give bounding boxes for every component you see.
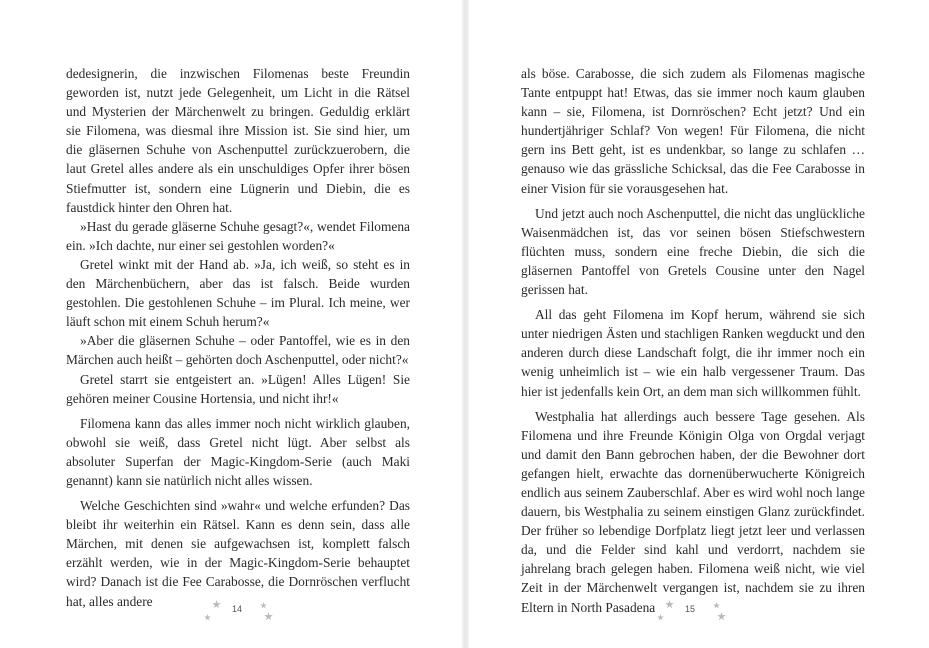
paragraph: Gretel winkt mit der Hand ab. »Ja, ich weiß, so steht es in den Märchenbüchern, aber das ist falsch. Beide wurden gestohlen. Die gestohlenen Schuhe – im Plural. Ich meine, wer läuft schon mit einem Schuh herum?« [66,256,410,330]
right-page-text [521,64,865,617]
book-gutter [462,0,469,648]
paragraph: als böse. Carabosse, die sich zudem als Filomenas magische Tante entpuppt hat! Etwas, das sie immer noch kaum glauben kann – sie, Filomena, ist Dornröschen? Echt jetzt? Und ein hundertjähriger Schlaf? Von wegen! Für Filomena, die nicht gern ins Bett geht, ist es undenkbar, so lange zu schlafen … genauso wie das grässliche Schicksal, das die Fee Carabosse in einer Vision für sie vorausgesehen hat. [521,66,865,196]
left-page [0,0,462,648]
paragraph: All das geht Filomena im Kopf herum, während sie sich unter niedrigen Ästen und stachligen Ranken wegduckt und den anderen durch diese Landschaft folgt, die ihr immer noch ein wenig unheimlich ist – wie ein halb vergessener Traum. Das hier ist jedenfalls kein Ort, an dem man sich willkommen fühlt. [521,307,865,399]
right-page [469,0,929,648]
paragraph: Filomena kann das alles immer noch nicht wirklich glauben, obwohl sie weiß, dass Gretel nicht lügt. Aber selbst als absoluter Superfan der Magic-Kingdom-Serie (auch Maki genannt) kann sie natürlich nicht alles wissen. [66,415,410,488]
page-number: 14 [231,604,242,614]
paragraph: Und jetzt auch noch Aschenputtel, die nicht das unglückliche Waisenmädchen ist, das vor seinen bösen Stiefschwestern flüchten muss, sondern eine freche Diebin, die sich die gläsernen Pantoffel von Gretels Cousine unter den Nagel gerissen hat. [521,205,865,298]
star-icon [204,614,211,621]
paragraph: Gretel starrt sie entgeistert an. »Lügen! Alles Lügen! Sie gehören meiner Cousine Hortensia, und nicht ihr!« [66,371,410,406]
paragraph: Welche Geschichten sind »wahr« und welche erfunden? Das bleibt ihr weiterhin ein Rätsel. Kann es denn sein, dass alle Märchen, mit denen sie aufgewachsen ist, komplett falsch erzählt werden, wie in der Magic-Kingdom-Serie behauptet wird? Danach ist die Fee Carabosse, die Dornröschen verflucht hat, alles andere [66,498,410,609]
paragraph: Westphalia hat allerdings auch bessere Tage gesehen. Als Filomena und ihre Freunde Königin Olga von Orgdal verjagt und damit den Bann gebrochen haben, der die Bewohner dort gefangen hielt, erwachte das dornenüberwucherte Königreich endlich aus seinem Zauberschlaf. Aber es wird wohl noch lange dauern, bis Westphalia zu seinem einstigen Glanz zurückfindet. Der früher so lebendige Dorfplatz liegt jetzt leer und verlassen da, und die Felder sind kahl und verdorrt, nachdem sie jahrelang brach gelegen haben. Filomena weiß nicht, wie viel Zeit in der Märchenwelt vergangen ist, nachdem sie zu ihren Eltern in North Pasadena [521,408,865,615]
page-number-ornament [202,600,272,630]
left-page-text [66,64,410,611]
page-number: 15 [684,604,695,614]
paragraph: »Aber die gläsernen Schuhe – oder Pantoffel, wie es in den Märchen auch heißt – gehörten doch Aschenputtel, oder nicht?« [66,333,410,368]
paragraph: dedesignerin, die inzwischen Filomenas beste Freundin geworden ist, nutzt jede Gelegenheit, um Licht in die Rätsel und Mysterien der Märchenwelt zu bringen. Geduldig erklärt sie Filomena, was diesmal ihre Mission ist. Sie sind hier, um die gläsernen Schuhe von Aschenputtel zurückzuerobern, die laut Gretel alles andere als ein unschuldiges Opfer ihrer bösen Stiefmutter ist, sondern eine Lügnerin und Diebin, die es faustdick hinter den Ohren hat. [66,66,410,215]
paragraph: »Hast du gerade gläserne Schuhe gesagt?«, wendet Filomena ein. »Ich dachte, nur einer sei gestohlen worden?« [66,218,410,253]
page-number-ornament [655,600,725,630]
star-icon [657,614,664,621]
